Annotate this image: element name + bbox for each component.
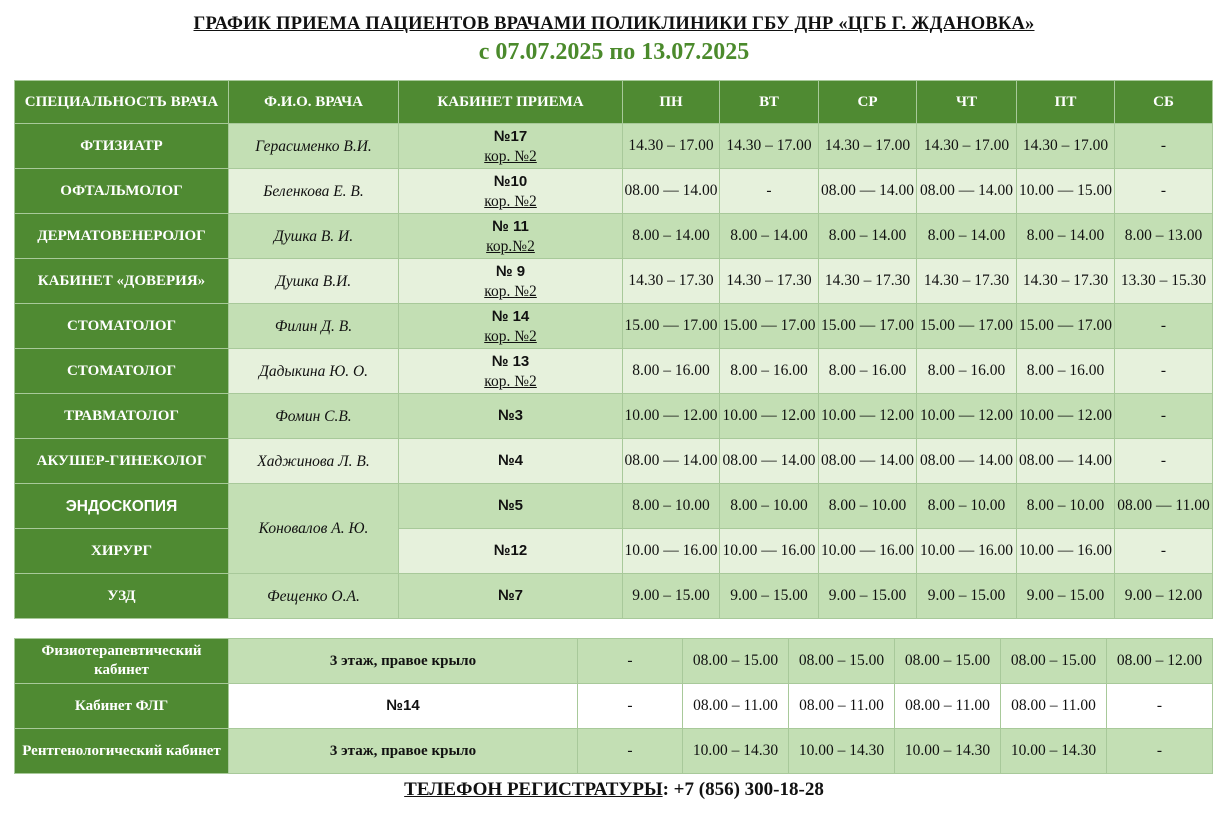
room-cell — [399, 439, 623, 484]
header-room: КАБИНЕТ ПРИЕМА — [399, 81, 623, 124]
schedule-cell-sat: 13.30 – 15.30 — [1115, 259, 1213, 304]
table-row — [15, 214, 1213, 259]
room-number: № 11 — [492, 217, 529, 235]
service-schedule-cell: 08.00 – 11.00 — [789, 684, 895, 729]
schedule-cell-tue: 9.00 – 15.00 — [720, 574, 819, 619]
specialty-cell: СТОМАТОЛОГ — [15, 349, 229, 394]
room-building: кор. №2 — [484, 147, 537, 165]
specialty-cell: ТРАВМАТОЛОГ — [15, 394, 229, 439]
service-place-cell: №14 — [229, 684, 578, 729]
schedule-cell-mon: 8.00 – 10.00 — [623, 484, 720, 529]
room-cell — [399, 529, 623, 574]
specialty-cell: ЭНДОСКОПИЯ — [15, 484, 229, 529]
room-building: кор. №2 — [484, 327, 537, 345]
room-number: №4 — [497, 452, 524, 469]
service-schedule-cell: - — [578, 729, 683, 774]
schedule-cell-fri: 8.00 – 16.00 — [1017, 349, 1115, 394]
header-mon: ПН — [623, 81, 720, 124]
room-cell — [399, 574, 623, 619]
schedule-cell-mon: 15.00 — 17.00 — [623, 304, 720, 349]
room-cell — [399, 394, 623, 439]
doctor-cell: Фещенко О.А. — [229, 574, 399, 619]
room-number: №7 — [497, 587, 524, 604]
room-building: кор. №2 — [484, 372, 537, 390]
schedule-cell-fri: 14.30 – 17.00 — [1017, 124, 1115, 169]
table-row — [15, 124, 1213, 169]
room-number: №17 — [493, 127, 528, 145]
schedule-cell-tue: 14.30 – 17.00 — [720, 124, 819, 169]
room-number: №12 — [493, 542, 528, 559]
schedule-cell-sat: - — [1115, 349, 1213, 394]
schedule-cell-wed: 9.00 – 15.00 — [819, 574, 917, 619]
schedule-cell-sat: - — [1115, 394, 1213, 439]
schedule-cell-tue: 14.30 – 17.30 — [720, 259, 819, 304]
phone-number: : +7 (856) 300-18-28 — [662, 779, 824, 800]
header-wed: СР — [819, 81, 917, 124]
schedule-cell-wed: 08.00 — 14.00 — [819, 439, 917, 484]
schedule-cell-sat: - — [1115, 529, 1213, 574]
schedule-cell-fri: 15.00 — 17.00 — [1017, 304, 1115, 349]
table-row — [15, 349, 1213, 394]
doctor-cell: Душка В. И. — [229, 214, 399, 259]
room-number: №10 — [493, 172, 528, 190]
schedule-cell-mon: 08.00 — 14.00 — [623, 439, 720, 484]
schedule-cell-thu: 10.00 — 16.00 — [917, 529, 1017, 574]
service-schedule-cell: 08.00 – 11.00 — [1001, 684, 1107, 729]
schedule-cell-thu: 08.00 — 14.00 — [917, 169, 1017, 214]
specialty-cell: ФТИЗИАТР — [15, 124, 229, 169]
schedule-cell-thu: 08.00 — 14.00 — [917, 439, 1017, 484]
schedule-table — [14, 80, 1213, 619]
schedule-cell-thu: 8.00 – 16.00 — [917, 349, 1017, 394]
service-schedule-cell: 08.00 – 11.00 — [895, 684, 1001, 729]
schedule-cell-thu: 10.00 — 12.00 — [917, 394, 1017, 439]
header-tue: ВТ — [720, 81, 819, 124]
service-name-cell: Рентгенологический кабинет — [15, 729, 229, 774]
room-cell — [399, 304, 623, 349]
room-number: № 13 — [491, 352, 530, 370]
room-number: № 9 — [495, 262, 526, 280]
schedule-cell-mon: 08.00 — 14.00 — [623, 169, 720, 214]
service-schedule-cell: - — [578, 639, 683, 684]
service-schedule-cell: 10.00 – 14.30 — [895, 729, 1001, 774]
schedule-cell-sat: - — [1115, 304, 1213, 349]
table-row — [15, 394, 1213, 439]
header-sat: СБ — [1115, 81, 1213, 124]
service-schedule-cell: - — [578, 684, 683, 729]
schedule-cell-fri: 08.00 — 14.00 — [1017, 439, 1115, 484]
doctor-cell: Герасименко В.И. — [229, 124, 399, 169]
room-cell — [399, 214, 623, 259]
schedule-cell-wed: 08.00 — 14.00 — [819, 169, 917, 214]
schedule-cell-wed: 10.00 — 16.00 — [819, 529, 917, 574]
schedule-cell-sat: - — [1115, 124, 1213, 169]
room-cell — [399, 349, 623, 394]
table-row — [15, 484, 1213, 529]
schedule-cell-sat: 9.00 – 12.00 — [1115, 574, 1213, 619]
table-row — [15, 259, 1213, 304]
service-schedule-cell: 08.00 – 15.00 — [789, 639, 895, 684]
specialty-cell: УЗД — [15, 574, 229, 619]
service-schedule-cell: - — [1107, 729, 1213, 774]
schedule-cell-thu: 9.00 – 15.00 — [917, 574, 1017, 619]
service-name-cell: Физиотерапевтический кабинет — [15, 639, 229, 684]
page-title: ГРАФИК ПРИЕМА ПАЦИЕНТОВ ВРАЧАМИ ПОЛИКЛИНИКИ ГБУ ДНР «ЦГБ Г. ЖДАНОВКА» — [193, 14, 1035, 34]
doctor-cell: Фомин С.В. — [229, 394, 399, 439]
room-cell — [399, 124, 623, 169]
service-schedule-cell: 08.00 – 15.00 — [683, 639, 789, 684]
room-number: № 14 — [491, 307, 530, 325]
service-schedule-cell: 08.00 – 15.00 — [1001, 639, 1107, 684]
schedule-cell-mon: 8.00 – 16.00 — [623, 349, 720, 394]
schedule-cell-thu: 14.30 – 17.00 — [917, 124, 1017, 169]
schedule-cell-tue: 8.00 – 16.00 — [720, 349, 819, 394]
specialty-cell: СТОМАТОЛОГ — [15, 304, 229, 349]
table-row — [15, 574, 1213, 619]
schedule-cell-thu: 15.00 — 17.00 — [917, 304, 1017, 349]
table-row — [15, 169, 1213, 214]
table-row — [15, 304, 1213, 349]
doctor-cell: Коновалов А. Ю. — [229, 484, 399, 574]
service-name-cell: Кабинет ФЛГ — [15, 684, 229, 729]
header-fri: ПТ — [1017, 81, 1115, 124]
service-schedule-cell: - — [1107, 684, 1213, 729]
schedule-cell-mon: 8.00 – 14.00 — [623, 214, 720, 259]
registry-phone — [0, 779, 1228, 801]
room-building: кор. №2 — [484, 282, 537, 300]
specialty-cell: ДЕРМАТОВЕНЕРОЛОГ — [15, 214, 229, 259]
room-cell — [399, 484, 623, 529]
schedule-cell-tue: - — [720, 169, 819, 214]
service-schedule-cell: 10.00 – 14.30 — [789, 729, 895, 774]
schedule-cell-wed: 14.30 – 17.00 — [819, 124, 917, 169]
schedule-cell-sat: 08.00 — 11.00 — [1115, 484, 1213, 529]
room-number: №5 — [497, 497, 524, 514]
schedule-cell-mon: 9.00 – 15.00 — [623, 574, 720, 619]
schedule-cell-wed: 10.00 — 12.00 — [819, 394, 917, 439]
services-table — [14, 638, 1213, 774]
doctor-cell: Филин Д. В. — [229, 304, 399, 349]
schedule-cell-tue: 8.00 – 14.00 — [720, 214, 819, 259]
schedule-cell-fri: 9.00 – 15.00 — [1017, 574, 1115, 619]
schedule-cell-fri: 8.00 – 10.00 — [1017, 484, 1115, 529]
schedule-cell-mon: 14.30 – 17.30 — [623, 259, 720, 304]
doctor-cell: Дадыкина Ю. О. — [229, 349, 399, 394]
table-row — [15, 729, 1213, 774]
schedule-cell-fri: 10.00 — 12.00 — [1017, 394, 1115, 439]
table-row — [15, 639, 1213, 684]
room-number: №3 — [497, 407, 524, 424]
table-row — [15, 684, 1213, 729]
room-building: кор. №2 — [484, 192, 537, 210]
schedule-cell-fri: 8.00 – 14.00 — [1017, 214, 1115, 259]
specialty-cell: ОФТАЛЬМОЛОГ — [15, 169, 229, 214]
service-place-cell: 3 этаж, правое крыло — [229, 639, 578, 684]
schedule-cell-tue: 10.00 — 16.00 — [720, 529, 819, 574]
schedule-cell-mon: 10.00 — 12.00 — [623, 394, 720, 439]
schedule-cell-tue: 10.00 — 12.00 — [720, 394, 819, 439]
schedule-cell-thu: 14.30 – 17.30 — [917, 259, 1017, 304]
schedule-cell-tue: 08.00 — 14.00 — [720, 439, 819, 484]
header-doctor: Ф.И.О. ВРАЧА — [229, 81, 399, 124]
schedule-cell-fri: 10.00 — 16.00 — [1017, 529, 1115, 574]
room-cell — [399, 169, 623, 214]
service-place-cell: 3 этаж, правое крыло — [229, 729, 578, 774]
doctor-cell: Хаджинова Л. В. — [229, 439, 399, 484]
schedule-cell-wed: 8.00 – 16.00 — [819, 349, 917, 394]
room-building: кор.№2 — [486, 237, 535, 255]
doctor-cell: Беленкова Е. В. — [229, 169, 399, 214]
schedule-cell-wed: 14.30 – 17.30 — [819, 259, 917, 304]
schedule-cell-mon: 14.30 – 17.00 — [623, 124, 720, 169]
schedule-cell-wed: 8.00 – 10.00 — [819, 484, 917, 529]
doctor-cell: Душка В.И. — [229, 259, 399, 304]
schedule-cell-tue: 15.00 — 17.00 — [720, 304, 819, 349]
table-header-row — [15, 81, 1213, 124]
schedule-cell-sat: - — [1115, 169, 1213, 214]
schedule-cell-thu: 8.00 – 14.00 — [917, 214, 1017, 259]
specialty-cell: АКУШЕР-ГИНЕКОЛОГ — [15, 439, 229, 484]
service-schedule-cell: 08.00 – 11.00 — [683, 684, 789, 729]
table-row — [15, 439, 1213, 484]
specialty-cell: ХИРУРГ — [15, 529, 229, 574]
schedule-cell-wed: 8.00 – 14.00 — [819, 214, 917, 259]
schedule-cell-sat: 8.00 – 13.00 — [1115, 214, 1213, 259]
date-range: с 07.07.2025 по 13.07.2025 — [478, 39, 750, 65]
specialty-cell: КАБИНЕТ «ДОВЕРИЯ» — [15, 259, 229, 304]
service-schedule-cell: 10.00 – 14.30 — [1001, 729, 1107, 774]
schedule-cell-tue: 8.00 – 10.00 — [720, 484, 819, 529]
table-row — [15, 529, 1213, 574]
schedule-cell-fri: 10.00 — 15.00 — [1017, 169, 1115, 214]
schedule-cell-mon: 10.00 — 16.00 — [623, 529, 720, 574]
schedule-cell-thu: 8.00 – 10.00 — [917, 484, 1017, 529]
room-cell — [399, 259, 623, 304]
schedule-cell-sat: - — [1115, 439, 1213, 484]
header-specialty: СПЕЦИАЛЬНОСТЬ ВРАЧА — [15, 81, 229, 124]
service-schedule-cell: 08.00 – 12.00 — [1107, 639, 1213, 684]
schedule-cell-fri: 14.30 – 17.30 — [1017, 259, 1115, 304]
schedule-cell-wed: 15.00 — 17.00 — [819, 304, 917, 349]
service-schedule-cell: 08.00 – 15.00 — [895, 639, 1001, 684]
phone-label: ТЕЛЕФОН РЕГИСТРАТУРЫ — [404, 779, 663, 800]
service-schedule-cell: 10.00 – 14.30 — [683, 729, 789, 774]
header-thu: ЧТ — [917, 81, 1017, 124]
